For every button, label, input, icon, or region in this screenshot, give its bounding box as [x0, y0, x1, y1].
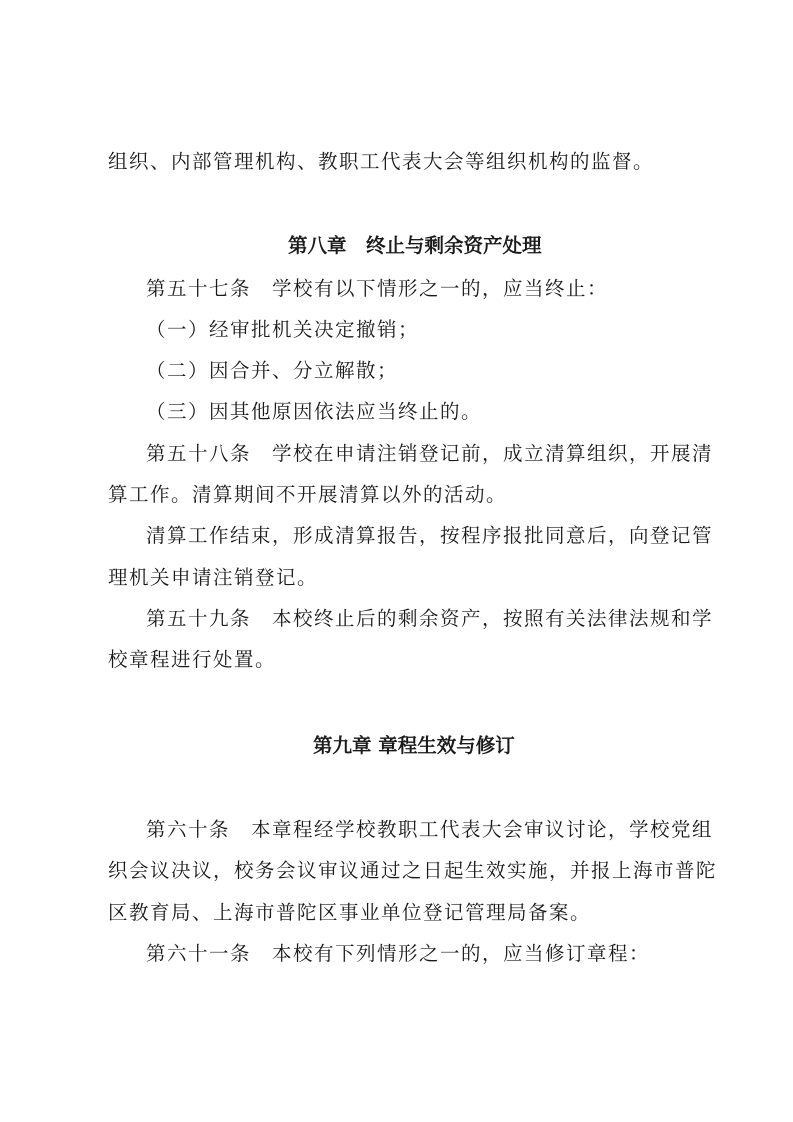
paragraph-line: 组织、内部管理机构、教职工代表大会等组织机构的监督。: [108, 150, 655, 173]
article-59-continued: 校章程进行处置。: [108, 648, 277, 671]
list-item-2: （二）因合并、分立解散；: [146, 359, 399, 382]
paragraph-line: 理机关申请注销登记。: [108, 566, 319, 589]
article-58: 第五十八条 学校在申请注销登记前，成立清算组织，开展清: [146, 442, 714, 465]
article-61: 第六十一条 本校有下列情形之一的，应当修订章程：: [146, 942, 651, 965]
article-59: 第五十九条 本校终止后的剩余资产，按照有关法律法规和学: [146, 607, 714, 630]
chapter-eight-heading: 第八章 终止与剩余资产处理: [288, 234, 542, 257]
list-item-1: （一）经审批机关决定撤销；: [146, 318, 420, 341]
article-60-continued: 区教育局、上海市普陀区事业单位登记管理局备案。: [108, 901, 592, 924]
paragraph-line: 清算工作结束，形成清算报告，按程序报批同意后，向登记管: [146, 524, 714, 547]
article-57: 第五十七条 学校有以下情形之一的，应当终止：: [146, 277, 609, 300]
article-60-continued: 织会议决议，校务会议审议通过之日起生效实施，并报上海市普陀: [108, 859, 718, 882]
list-item-3: （三）因其他原因依法应当终止的。: [146, 400, 483, 423]
article-60: 第六十条 本章程经学校教职工代表大会审议讨论，学校党组: [146, 818, 714, 841]
article-58-continued: 算工作。清算期间不开展清算以外的活动。: [108, 483, 508, 506]
chapter-nine-heading: 第九章 章程生效与修订: [313, 734, 515, 757]
